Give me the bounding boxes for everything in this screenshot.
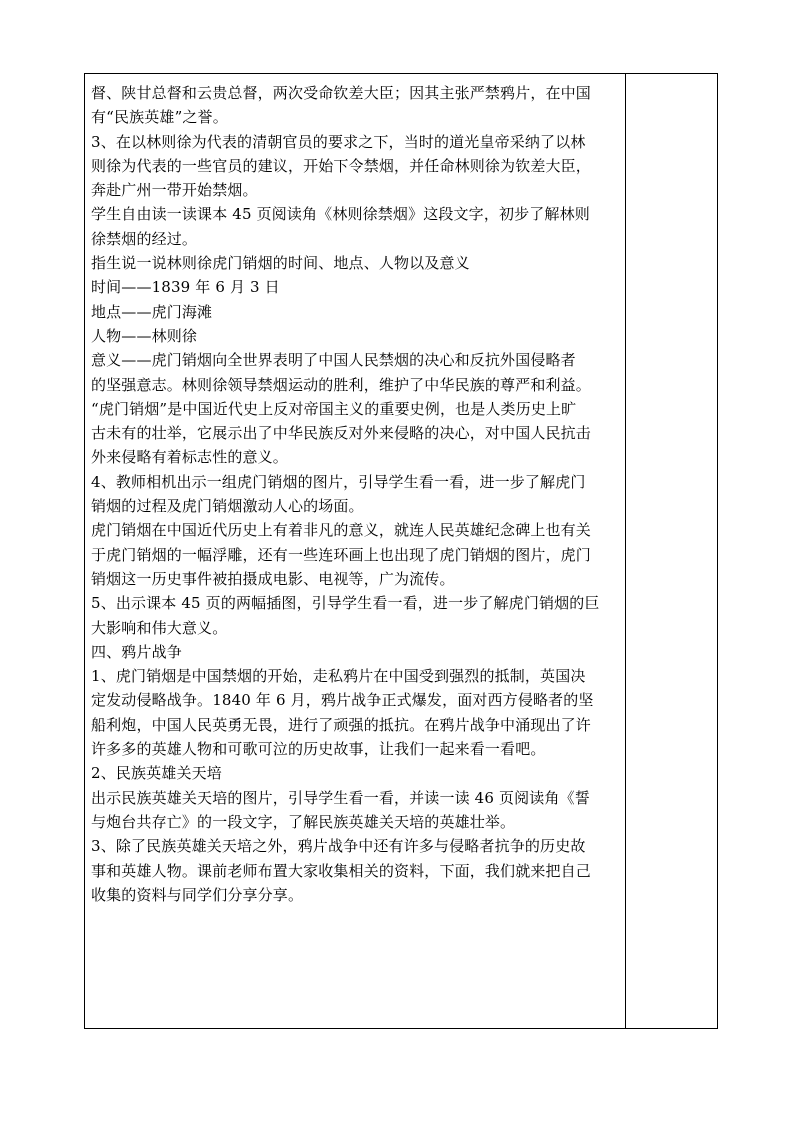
text-line: 与炮台共存亡》的一段文字，了解民族英雄关天培的英雄壮举。: [91, 812, 516, 831]
text-line: 于虎门销烟的一幅浮雕，还有一些连环画上也出现了虎门销烟的图片，虎门: [91, 545, 591, 564]
notes-cell: [626, 74, 717, 1028]
text-line: 收集的资料与同学们分享分享。: [91, 885, 304, 904]
text-line: 外来侵略有着标志性的意义。: [91, 448, 288, 467]
text-line: 则徐为代表的一些官员的建议，开始下令禁烟，并任命林则徐为钦差大臣，: [91, 156, 591, 175]
text-line: 古未有的壮举，它展示出了中华民族反对外来侵略的决心，对中国人民抗击: [91, 424, 591, 443]
text-line: 四、鸦片战争: [91, 642, 182, 661]
text-line: 督、陕甘总督和云贵总督，两次受命钦差大臣；因其主张严禁鸦片，在中国: [91, 84, 591, 102]
text-line: 1、虎门销烟是中国禁烟的开始，走私鸦片在中国受到强烈的抵制，英国决: [91, 667, 586, 686]
text-line: 3、在以林则徐为代表的清朝官员的要求之下，当时的道光皇帝采纳了以林: [91, 132, 586, 151]
text-line: 徐禁烟的经过。: [91, 229, 198, 248]
text-line: 大影响和伟大意义。: [91, 618, 228, 637]
lesson-table: [84, 73, 718, 1029]
lesson-content-cell: [85, 74, 626, 1028]
text-line: 学生自由读一读课本 45 页阅读角《林则徐禁烟》这段文字，初步了解林则: [91, 205, 590, 224]
text-line: 销烟的过程及虎门销烟激动人心的场面。: [91, 497, 364, 516]
text-line: 5、出示课本 45 页的两幅插图，引导学生看一看，进一步了解虎门销烟的巨: [91, 594, 600, 613]
text-line: 事和英雄人物。课前老师布置大家收集相关的资料，下面，我们就来把自己: [91, 861, 591, 880]
text-line: 船利炮，中国人民英勇无畏，进行了顽强的抵抗。在鸦片战争中涌现出了许: [91, 715, 591, 734]
text-line: 许多多的英雄人物和可歌可泣的历史故事，让我们一起来看一看吧。: [91, 740, 546, 759]
text-line: 2、民族英雄关天培: [91, 764, 222, 783]
text-line: 有“民族英雄”之誉。: [91, 108, 228, 127]
text-line: 定发动侵略战争。1840 年 6 月，鸦片战争正式爆发，面对西方侵略者的坚: [91, 691, 594, 710]
text-line: 出示民族英雄关天培的图片，引导学生看一看，并读一读 46 页阅读角《誓: [91, 788, 590, 807]
text-line: 的坚强意志。林则徐领导禁烟运动的胜利，维护了中华民族的尊严和利益。: [91, 375, 591, 394]
text-line: “虎门销烟”是中国近代史上反对帝国主义的重要史例，也是人类历史上旷: [91, 399, 577, 418]
text-line: 销烟这一历史事件被拍摄成电影、电视等，广为流传。: [91, 569, 455, 588]
text-line: 奔赴广州一带开始禁烟。: [91, 181, 258, 200]
text-line: 意义——虎门销烟向全世界表明了中国人民禁烟的决心和反抗外国侵略者: [91, 351, 576, 370]
text-line: 人物——林则徐: [91, 326, 198, 345]
text-line: 地点——虎门海滩: [91, 302, 213, 321]
text-line: 指生说一说林则徐虎门销烟的时间、地点、人物以及意义: [91, 254, 470, 273]
text-line: 时间——1839 年 6 月 3 日: [91, 278, 280, 297]
text-line: 4、教师相机出示一组虎门销烟的图片，引导学生看一看，进一步了解虎门: [91, 472, 586, 491]
text-line: 3、除了民族英雄关天培之外，鸦片战争中还有许多与侵略者抗争的历史故: [91, 837, 586, 856]
text-line: 虎门销烟在中国近代历史上有着非凡的意义，就连人民英雄纪念碑上也有关: [91, 521, 591, 540]
